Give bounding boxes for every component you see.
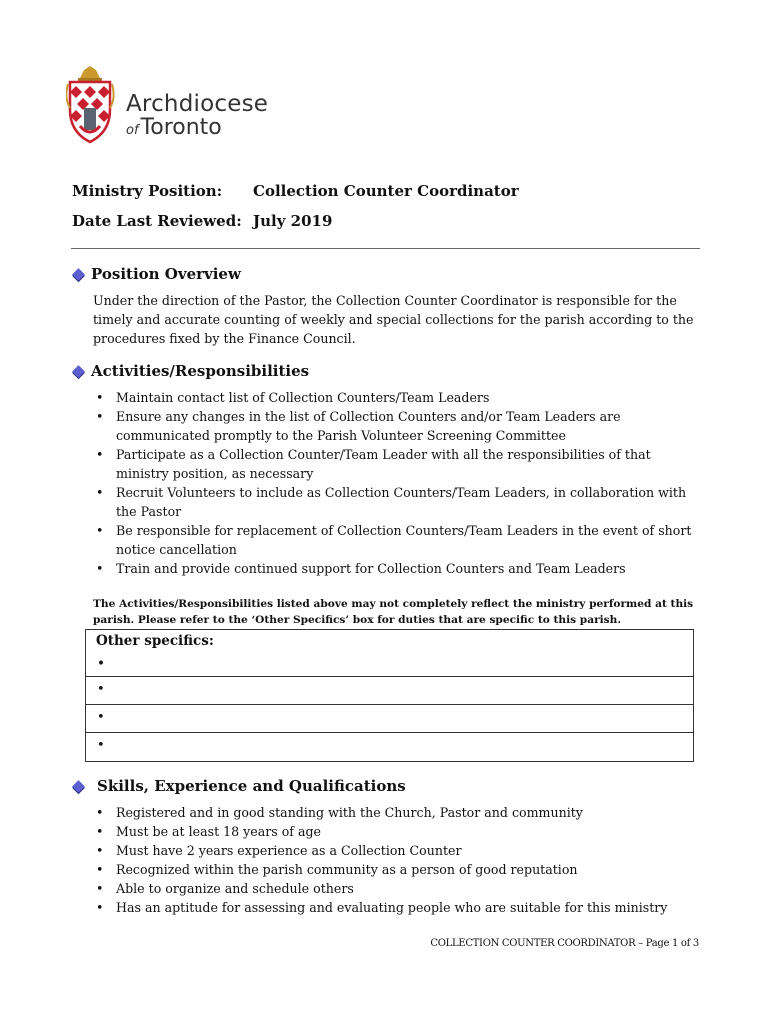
list-item: • Recognized within the parish community as a person of good reputation <box>93 860 693 879</box>
list-item: • Must have 2 years experience as a Collection Counter <box>93 841 693 860</box>
other-specifics-title: Other specifics: <box>96 633 214 649</box>
diamond-bullet-icon <box>72 365 85 378</box>
activities-note: The Activities/Responsibilities listed above may not completely reflect the ministry performed at this parish. Please refer to the ‘Other Specifics’ box for duties that are specific to this parish. <box>93 598 694 626</box>
list-item: • Maintain contact list of Collection Counters/Team Leaders <box>93 388 693 407</box>
list-item: • Be responsible for replacement of Collection Counters/Team Leaders in the event of short notice cancellation <box>93 521 693 559</box>
date-reviewed-value: July 2019 <box>253 212 333 230</box>
list-item: • Train and provide continued support for Collection Counters and Team Leaders <box>93 559 693 578</box>
skills-list <box>93 803 693 917</box>
diamond-bullet-icon <box>72 268 85 281</box>
logo-of: of <box>126 123 139 138</box>
ministry-position-label: Ministry Position: <box>72 182 223 200</box>
header-divider <box>71 248 700 249</box>
specifics-row: • <box>86 705 693 733</box>
list-item: • Recruit Volunteers to include as Collection Counters/Team Leaders, in collaboration with the Pastor <box>93 483 693 521</box>
specifics-row: • <box>97 738 105 753</box>
specifics-row: • <box>86 677 693 705</box>
list-item: • Must be at least 18 years of age <box>93 822 693 841</box>
section-activities <box>74 362 309 380</box>
list-item: • Able to organize and schedule others <box>93 879 693 898</box>
section-title: Skills, Experience and Qualifications <box>97 777 406 795</box>
list-item: • Has an aptitude for assessing and evaluating people who are suitable for this ministry <box>93 898 693 917</box>
overview-paragraph: Under the direction of the Pastor, the Collection Counter Coordinator is responsible for the timely and accurate counting of weekly and special collections for the parish according to the procedures fixed by the Finance Council. <box>93 293 694 346</box>
specifics-bullet: • <box>97 656 105 672</box>
list-item: • Registered and in good standing with the Church, Pastor and community <box>93 803 693 822</box>
section-title: Position Overview <box>91 265 241 283</box>
list-item: • Participate as a Collection Counter/Team Leader with all the responsibilities of that ministry position, as necessary <box>93 445 693 483</box>
diamond-bullet-icon <box>72 780 85 793</box>
activities-list <box>93 388 693 578</box>
list-item: • Ensure any changes in the list of Collection Counters and/or Team Leaders are communicated promptly to the Parish Volunteer Screening Committee <box>93 407 693 445</box>
section-position-overview <box>74 265 241 283</box>
section-title: Activities/Responsibilities <box>91 362 310 380</box>
page-footer: COLLECTION COUNTER COORDINATOR – Page 1 of 3 <box>430 938 699 949</box>
date-reviewed-label: Date Last Reviewed: <box>72 212 242 230</box>
other-specifics-header <box>86 630 693 677</box>
logo-line1: Archdiocese <box>126 91 269 117</box>
archdiocese-wordmark <box>126 92 268 143</box>
logo-line2: Toronto <box>140 115 222 140</box>
section-skills <box>74 777 406 795</box>
ministry-position-value: Collection Counter Coordinator <box>253 182 519 200</box>
other-specifics-box <box>85 629 694 762</box>
position-meta <box>72 182 519 242</box>
